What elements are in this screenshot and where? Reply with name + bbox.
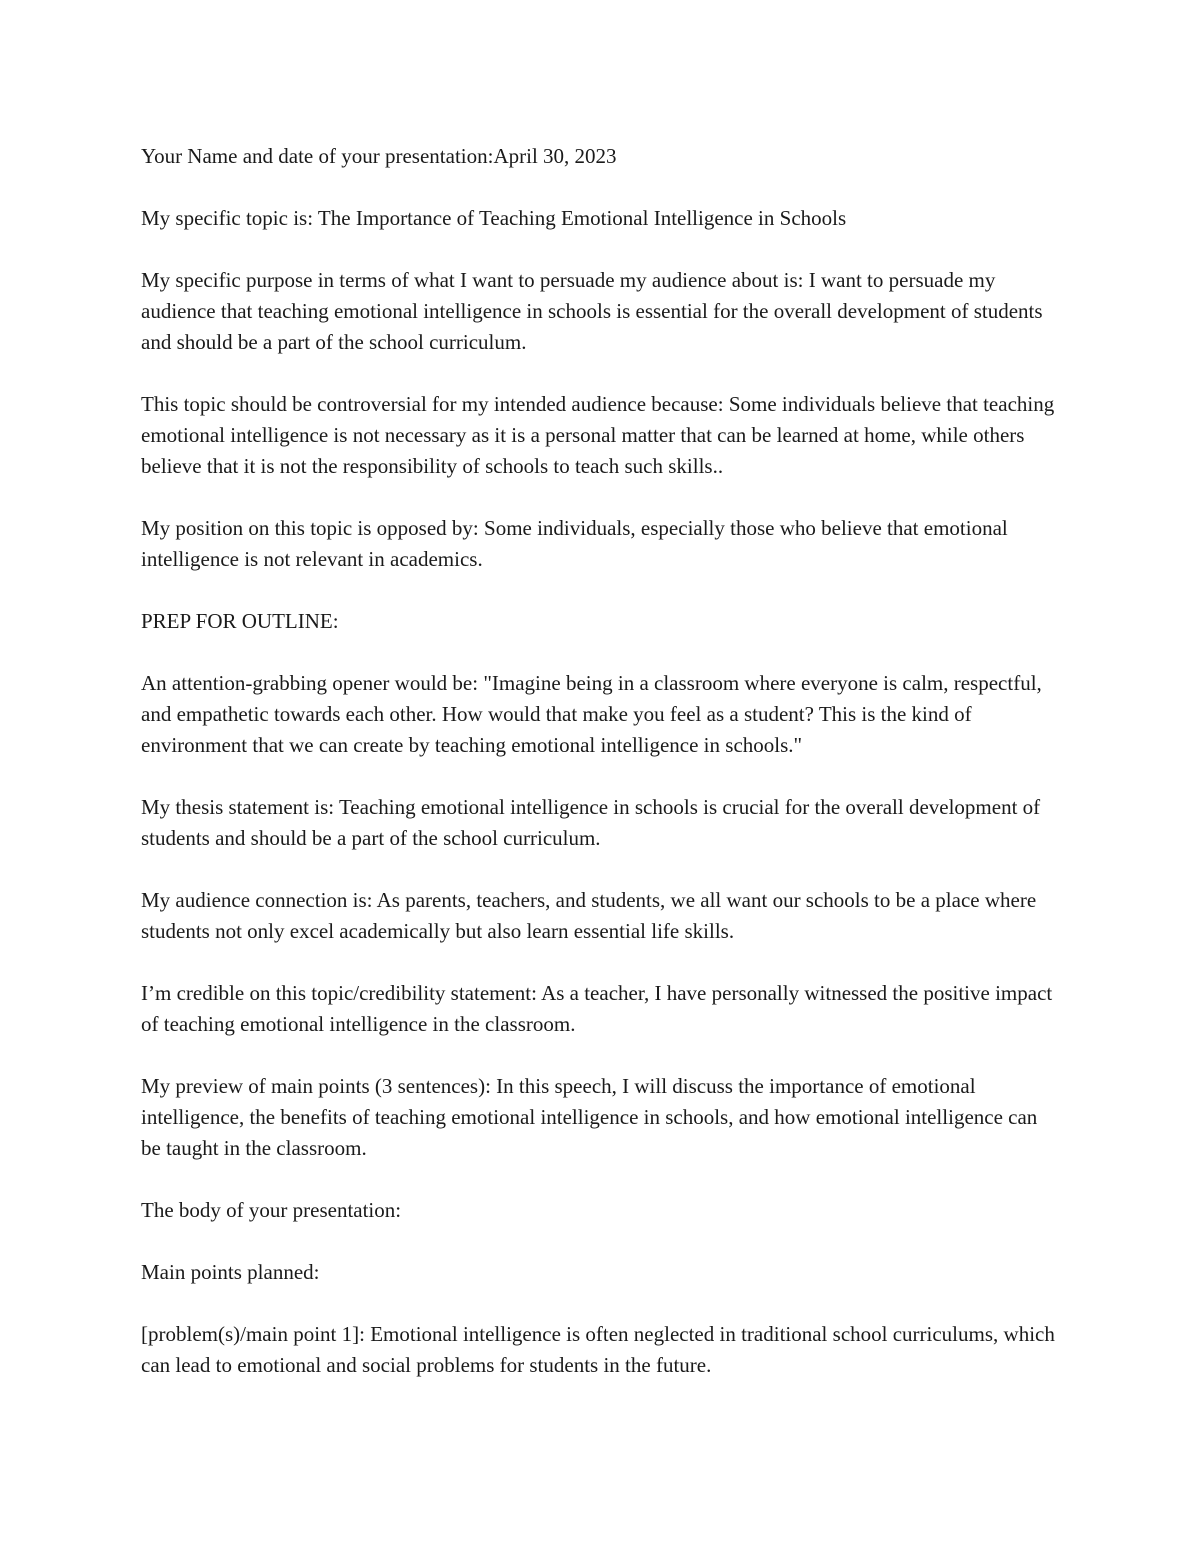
main-point-1: [problem(s)/main point 1]: Emotional intelligence is often neglected in traditional school curriculums, which can lead to emotional and social problems for students in the future. xyxy=(141,1322,1055,1377)
opposition-statement: My position on this topic is opposed by: Some individuals, especially those who believe that emotional intelligence is not relevant in academics. xyxy=(141,516,1008,571)
document-body xyxy=(141,141,1061,1381)
specific-purpose: My specific purpose in terms of what I want to persuade my audience about is: I want to persuade my audience that teaching emotional intelligence in schools is essential for the overall development of students and should be a part of the school curriculum. xyxy=(141,268,1043,354)
specific-topic: My specific topic is: The Importance of Teaching Emotional Intelligence in Schools xyxy=(141,206,847,230)
credibility-statement: I’m credible on this topic/credibility statement: As a teacher, I have personally witnessed the positive impact of teaching emotional intelligence in the classroom. xyxy=(141,981,1053,1036)
attention-opener: An attention-grabbing opener would be: "Imagine being in a classroom where everyone is calm, respectful, and empathetic towards each other. How would that make you feel as a student? This is the kind of environment that we can create by teaching emotional intelligence in schools." xyxy=(141,671,1042,757)
controversy-statement: This topic should be controversial for my intended audience because: Some individuals believe that teaching emotional intelligence is not necessary as it is a personal matter that can be learned at home, while others believe that it is not the responsibility of schools to teach such skills.. xyxy=(141,392,1055,478)
main-points-heading: Main points planned: xyxy=(141,1260,320,1284)
audience-connection: My audience connection is: As parents, teachers, and students, we all want our schools to be a place where students not only excel academically but also learn essential life skills. xyxy=(141,888,1037,943)
outline-heading: PREP FOR OUTLINE: xyxy=(141,609,339,633)
body-heading: The body of your presentation: xyxy=(141,1198,402,1222)
thesis-statement: My thesis statement is: Teaching emotional intelligence in schools is crucial for the overall development of students and should be a part of the school curriculum. xyxy=(141,795,1041,850)
presentation-name-date: Your Name and date of your presentation:April 30, 2023 xyxy=(141,144,617,168)
main-points-preview: My preview of main points (3 sentences): In this speech, I will discuss the importance of emotional intelligence, the benefits of teaching emotional intelligence in schools, and how emotional intelligence can be taught in the classroom. xyxy=(141,1074,1038,1160)
